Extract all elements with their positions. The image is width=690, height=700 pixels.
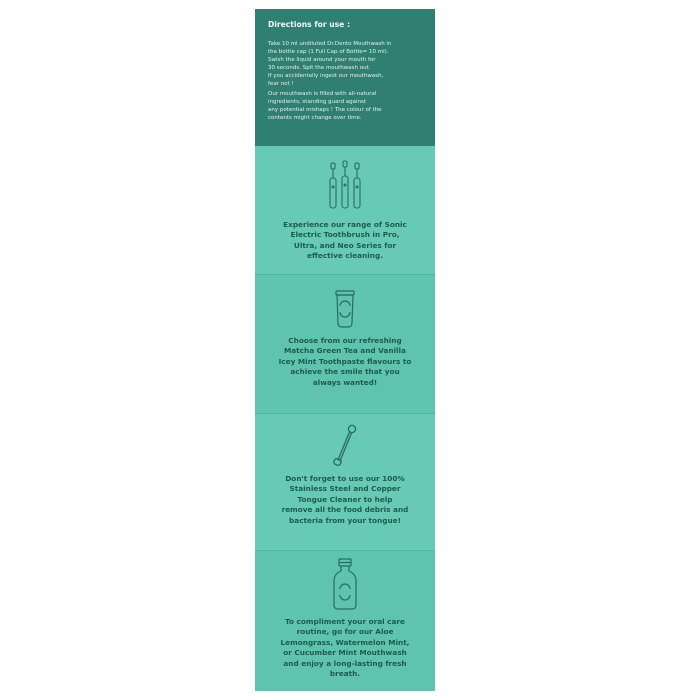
electric-toothbrush-icon <box>325 160 365 212</box>
caption-line: always wanted! <box>312 377 378 387</box>
directions-line: 30 seconds. Spit the mouthwash out. <box>268 64 371 71</box>
toothbrush-panel <box>255 146 435 274</box>
caption-line: Tongue Cleaner to help <box>297 494 393 504</box>
caption-line: Icey Mint Toothpaste flavours to <box>278 356 412 366</box>
caption-line: effective cleaning. <box>307 251 383 261</box>
directions-line: the bottle cap (1 Full Cap of Bottle= 10 ml). <box>268 48 389 55</box>
toothpaste-caption <box>263 336 427 388</box>
caption-line: To compliment your oral care <box>285 617 405 626</box>
directions-paragraph-1 <box>268 41 428 88</box>
caption-line: Don't forget to use our 100% <box>285 474 405 483</box>
caption-line: Experience our range of Sonic <box>283 220 407 229</box>
mouthwash-panel <box>255 551 435 691</box>
directions-body <box>268 41 428 126</box>
caption-line: Matcha Green Tea and Vanilla <box>284 346 406 356</box>
tongue-cleaner-caption <box>263 474 427 526</box>
toothbrush-caption <box>263 220 427 262</box>
directions-title: Directions for use : <box>268 20 350 29</box>
caption-line: breath. <box>329 669 361 679</box>
directions-line: Our mouthwash is filled with all-natural <box>268 91 377 98</box>
tongue-cleaner-panel <box>255 414 435 550</box>
mouthwash-box-side <box>255 9 435 691</box>
caption-line: Choose from our refreshing <box>288 336 402 345</box>
caption-line: bacteria from your tongue! <box>289 515 401 525</box>
caption-line: remove all the food debris and <box>281 505 409 515</box>
directions-line: any potential mishaps ! The colour of the <box>268 107 382 114</box>
toothpaste-panel <box>255 275 435 413</box>
tongue-cleaner-icon <box>330 422 360 470</box>
mouthwash-bottle-icon <box>330 557 360 611</box>
directions-line: ingredients, standing guard against <box>268 99 367 106</box>
caption-line: and enjoy a long-lasting fresh <box>283 658 407 668</box>
directions-line: Swish the liquid around your mouth for <box>268 56 376 63</box>
caption-line: or Cucumber Mint Mouthwash <box>283 648 407 658</box>
toothpaste-tube-icon <box>333 289 357 329</box>
caption-line: Ultra, and Neo Series for <box>293 240 397 250</box>
mouthwash-caption <box>263 617 427 679</box>
caption-line: routine, go for our Aloe <box>296 627 394 637</box>
caption-line: Stainless Steel and Copper <box>289 484 401 494</box>
caption-line: Lemongrass, Watermelon Mint, <box>280 637 410 647</box>
directions-line: Take 10 ml undiluted Dr.Dento Mouthwash in <box>268 41 392 47</box>
directions-line: fear not ! <box>268 80 294 87</box>
directions-line: If you accidentally ingest our mouthwash, <box>268 72 384 79</box>
directions-line: contents might change over time. <box>268 115 362 122</box>
caption-line: achieve the smile that you <box>290 367 400 377</box>
caption-line: Electric Toothbrush in Pro, <box>290 230 400 240</box>
directions-section <box>255 9 435 146</box>
directions-paragraph-2 <box>268 91 428 123</box>
